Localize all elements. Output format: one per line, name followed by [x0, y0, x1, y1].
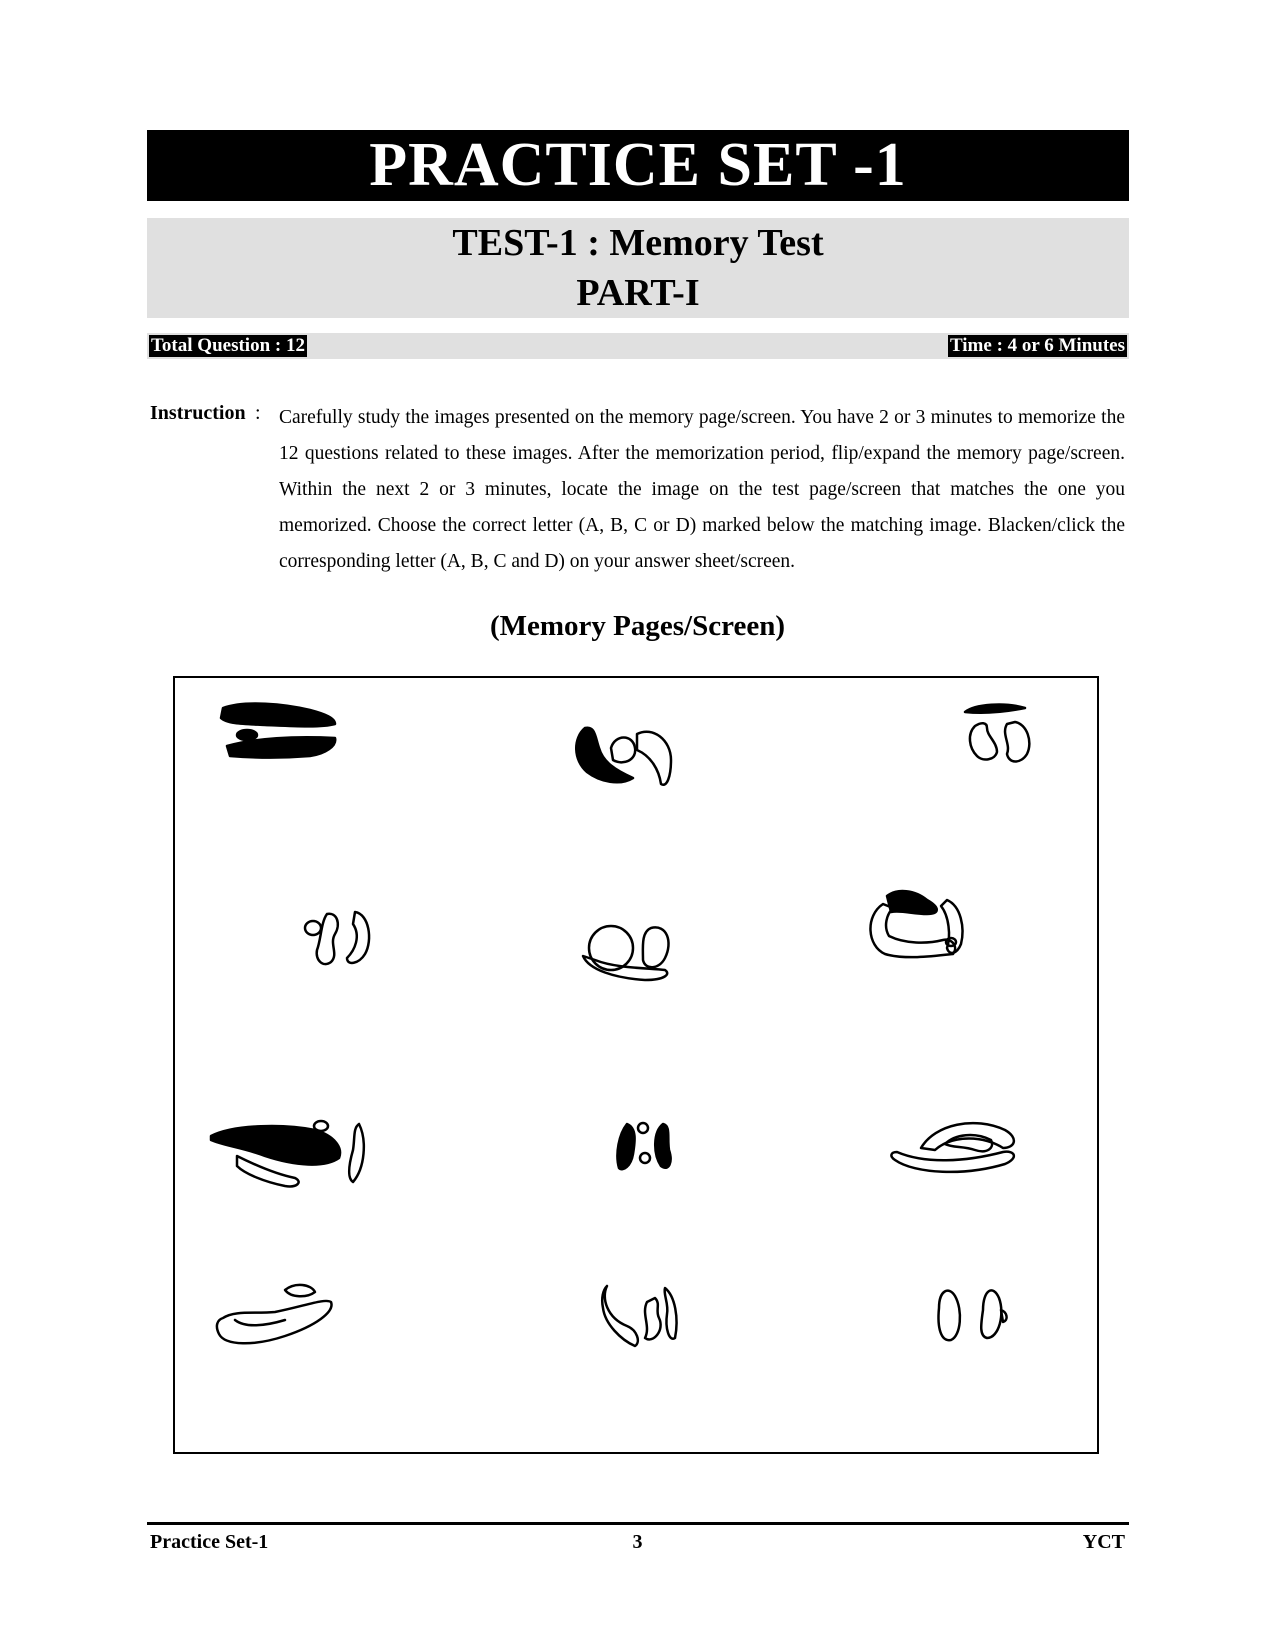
- footer-page-number: 3: [632, 1531, 643, 1553]
- figure-9: [891, 1123, 1014, 1172]
- figure-1: [221, 704, 335, 758]
- footer-set-name: Practice Set-1: [150, 1531, 269, 1553]
- figure-3: [965, 705, 1029, 762]
- footer-divider: [147, 1522, 1129, 1525]
- figure-7: [211, 1121, 364, 1186]
- figure-8: [617, 1123, 670, 1169]
- test-name: TEST-1 : Memory Test: [452, 222, 824, 264]
- instruction-text: Carefully study the images presented on the memory page/screen. You have 2 or 3 minutes to memorize the 12 questions related to these images. After the memorization period, flip/expand the memory page/screen. Within the next 2 or 3 minutes, locate the image on the test page/screen that matches the one you memorized. Choose the correct letter (A, B, C or D) marked below the matching image. Blacken/click the corresponding letter (A, B, C and D) on your answer sheet/screen.: [279, 407, 1125, 572]
- instruction-colon: :: [255, 402, 261, 424]
- figure-12: [939, 1290, 1007, 1340]
- figure-5: [583, 926, 669, 980]
- memory-page-frame: [173, 676, 1099, 1454]
- part-label: PART-I: [576, 272, 700, 314]
- figure-11: [602, 1286, 676, 1346]
- memory-section-heading: (Memory Pages/Screen): [490, 610, 785, 642]
- figure-4: [305, 912, 369, 964]
- info-bar: [147, 333, 1129, 359]
- total-questions-tag: Total Question : 12: [151, 335, 305, 356]
- figure-6: [870, 891, 962, 957]
- test-header-box: [147, 218, 1129, 318]
- time-tag: Time : 4 or 6 Minutes: [949, 335, 1125, 356]
- instruction-label: Instruction: [150, 402, 246, 424]
- figure-10: [217, 1285, 332, 1343]
- footer-publisher: YCT: [1082, 1531, 1125, 1553]
- figure-2: [576, 728, 671, 785]
- practice-set-title: PRACTICE SET -1: [147, 130, 1129, 201]
- memory-figures-canvas: [175, 678, 1097, 1452]
